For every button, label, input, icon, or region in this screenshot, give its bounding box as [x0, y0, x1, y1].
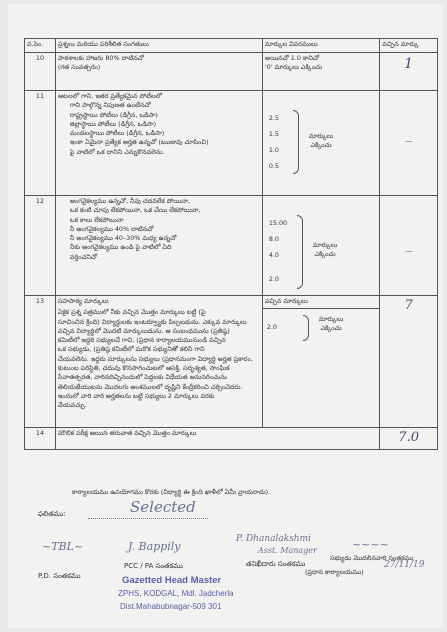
- total-mark: 7.0: [398, 430, 419, 445]
- marks-rule: అయినచో 1.0 కానిచో: [264, 54, 319, 62]
- marks-value: 1.0: [268, 146, 279, 154]
- member-label: సభ్యుడు మొదలినవారి సంతకము: [330, 554, 414, 562]
- marks-value: 8.0: [268, 235, 279, 243]
- given-mark: 1: [404, 56, 414, 72]
- question-line: కుటుంబ పరిస్థితి, చదువు కొనసాగించుటలో ఆసక్తి, సదృశ్యత, సాంఘిక: [57, 363, 230, 372]
- question-line: వచ్చిన విద్యార్థిలో మొదటి మార్కులుడును. ఆ సంబంధమును (ప్రతిష్ఠ): [57, 326, 230, 335]
- question-line: చేయవలెను. ఇద్దరు మార్కులను సభ్యులు (ప్రధానమంగా విద్యార్థి అర్హత ప్రకారం,: [57, 354, 253, 363]
- header-marks-given: వచ్చిన మార్కు: [380, 39, 438, 53]
- question-line: వర్తించనిచో: [69, 252, 97, 261]
- pen-name: P. Dhanalakshmi: [236, 534, 312, 544]
- pen-role: Asst. Manager: [258, 546, 317, 555]
- result-label: ఫలితము:: [38, 510, 66, 518]
- given-mark: —: [405, 137, 412, 145]
- row-number: 12: [25, 196, 56, 296]
- pd-label: P.D. సంతకము: [38, 572, 81, 580]
- marks-value: 2.0: [266, 323, 277, 331]
- signature-date: 27/11/19: [384, 560, 425, 570]
- marks-value: 0.5: [268, 162, 279, 170]
- marks-subheader: వచ్చిన మార్కులు: [263, 296, 379, 309]
- member-signature: ~~~~: [352, 538, 389, 551]
- pd-signature: ~TBL~: [42, 540, 84, 553]
- table-row: [25, 53, 438, 91]
- marks-note: ఎక్కించు: [310, 141, 332, 150]
- marks-note: మార్కులు: [318, 315, 344, 323]
- question-line: నీ అంగవైకల్యము 40% దాటినచో: [69, 224, 154, 233]
- marks-table: [24, 38, 438, 450]
- marks-value: 2.5: [268, 114, 279, 122]
- marks-note: మార్కులు: [312, 241, 338, 249]
- brace: [303, 315, 309, 341]
- table-row: [25, 196, 438, 296]
- question-line: ఒక కంటి చూపు లేకపోయినా, ఒక చేయి లేకపోయినా,: [69, 206, 201, 215]
- question-line: ఒక కాలు లేకపోయినా: [69, 215, 124, 224]
- row-number: 11: [25, 91, 56, 196]
- marks-note: ఎక్కించు: [314, 250, 336, 259]
- brace: [297, 215, 303, 289]
- question-line: ఇందులో వారి వారి అర్హతలను బట్టి సభ్యులు 2 మార్కులు వరకు: [57, 391, 215, 400]
- result-value: Selected: [130, 498, 196, 516]
- question-line: ఒక సభ్యుడు, (ప్రతిష్ఠ కమిటీలో మరొక సభ్యునితో కలిసి గాని: [57, 345, 205, 354]
- row-number: 13: [25, 296, 56, 428]
- brace: [293, 110, 299, 174]
- question-line: నీకు అంగవైకల్యము ఉండి పై వాటిలో ఏది: [69, 243, 172, 252]
- given-mark: 7: [404, 298, 413, 313]
- question-line: మండలస్థాయి పోటీలు (డిగ్రీన, ఒడిసా): [69, 129, 165, 138]
- inspector-label: తనిఖీదారు సంతకము: [246, 560, 306, 568]
- marks-value: 2.0: [268, 275, 279, 283]
- table-row: [25, 428, 438, 450]
- question-line: పై వాటిలో ఒక దానిని ఎన్నుకొనవలెను.: [69, 147, 165, 156]
- question-line: నీ అంగవైకల్యము 40–30% మధ్య ఉన్నచో: [69, 234, 177, 243]
- marks-value: 15.00: [268, 219, 288, 227]
- header-question: ప్రశ్నలు మరియు పరిశీలిత సంగతులు: [55, 39, 262, 53]
- header-marks-detail: మార్కుల వివరములు: [262, 39, 379, 53]
- given-mark: —: [405, 247, 412, 255]
- question-line: అంగవైకల్యము ఉన్నచో, నీవు చదవలేక పోయినా,: [69, 197, 191, 205]
- question-line: తెలియజేయుటను మొదలగు అంశములలో దృష్టిని కేంద్రీకరించి చర్చించెదరు.: [57, 382, 243, 391]
- table-row: [25, 91, 438, 196]
- result-line: [88, 518, 208, 519]
- stamp-line-1: Gazetted Head Master: [122, 575, 222, 586]
- table-row: [25, 296, 438, 428]
- question-line: పాఠశాలకు హాజరు 80% దాటినచో: [57, 54, 144, 62]
- table-header-row: [25, 39, 438, 53]
- pen-initials: J. Bappily: [128, 540, 181, 553]
- marks-value: 1.5: [268, 130, 279, 138]
- question-line: వేయవచ్చు.: [57, 401, 87, 410]
- question-line: సూచించిన క్రింది) విద్యార్థులకు ఇంటర్వ్యూకు పిల్చబడును. ఎక్కువ మార్కులు: [57, 317, 247, 326]
- question-line: మౌలిక పరీక్ష ఆయిన తరువాత వచ్చిన మొత్తం మార్కులు: [57, 429, 197, 437]
- question-line: ఇంకా ఏమైనా ప్రత్యేక అర్హత ఉన్నచో (ఋజువు చూపించి): [69, 138, 209, 147]
- stamp-line-2: ZPHS, KODGAL, Mdl. Jadcherla: [118, 589, 234, 598]
- row-number: 10: [25, 53, 56, 91]
- headmaster-label: (ప్రధాన కార్యాలయము): [305, 568, 364, 576]
- header-serial: వ.సెం.: [25, 39, 56, 53]
- marks-rule: '0' మార్కులు ఎక్కించు: [264, 63, 323, 72]
- question-line: ఏకైక ప్రశ్న పత్రములో నీకు వచ్చిన మొత్తం మార్కులు బట్టి (పై: [57, 308, 206, 317]
- question-line: గాని పాల్గొన్న నిపుణత ఉంటేనచో: [69, 101, 151, 110]
- section-title: సహపాఠ్య మార్కులు: [57, 297, 109, 305]
- stamp-line-3: Dist.Mahabubnagar-509 301: [120, 602, 222, 611]
- marks-note: ఎక్కించు: [320, 324, 342, 333]
- marks-value: 4.0: [268, 251, 279, 259]
- question-line: ఆటలలో గాని, ఇతర ప్రత్యేకమైన పోటీలలో: [57, 92, 163, 100]
- question-line: కమిటీలో ఇద్దరి సభ్యులచే గాని, (ప్రధాన కార్యాలయమునుండి వచ్చిన: [57, 336, 226, 345]
- question-line: జిల్లాస్థాయి పోటీలు (డిగ్రీన, ఒడిసా): [69, 119, 157, 128]
- pcc-label: PCC / PA సంతకము: [124, 562, 183, 570]
- question-line: రాష్ట్రస్థాయి పోటీలు (డిగ్రీన, ఒడిసా): [69, 110, 158, 119]
- question-line: సేవాతత్పరత, వారినదిచ్చినందులో పెద్దలకు విధేయత అనుసరించును: [57, 373, 227, 382]
- question-line: (గత సంవత్సరం): [57, 63, 101, 72]
- row-number: 14: [25, 428, 56, 450]
- office-note: కార్యాలయము ఉపయోగము కొరకు (విద్యార్థి ఈ క్రింది ఖాళీలో ఏమీ వ్రాయరాదు).: [72, 488, 271, 496]
- marks-note: మార్కులు: [308, 132, 334, 140]
